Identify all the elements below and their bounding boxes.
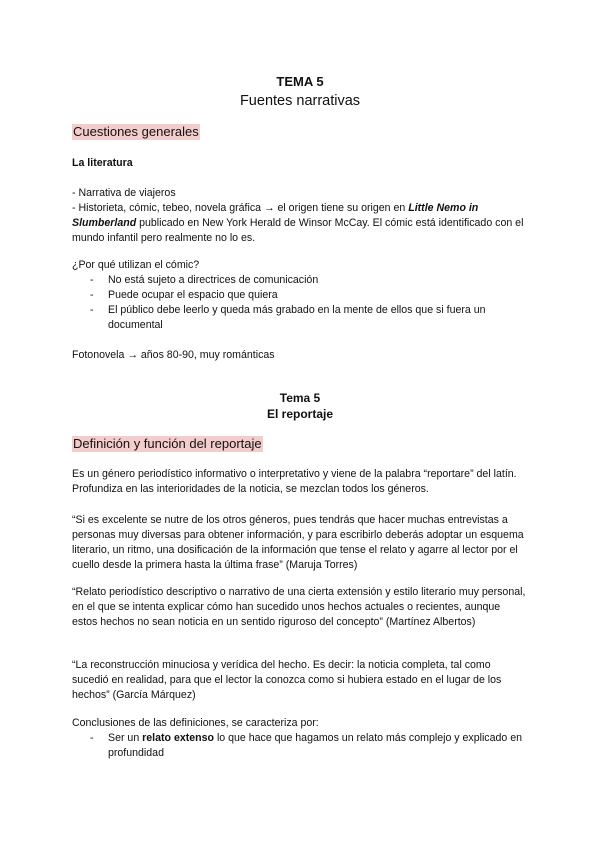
- subheading-literatura: La literatura: [72, 157, 133, 169]
- page-title: TEMA 5: [276, 74, 324, 89]
- text-line: - Narrativa de viajeros: [72, 187, 176, 199]
- emphasis: relato extenso: [142, 732, 214, 744]
- question-text: ¿Por qué utilizan el cómic?: [72, 259, 200, 271]
- conclusions-text: Conclusiones de las definiciones, se caracteriza por:: [72, 717, 319, 729]
- list-item: - El público debe leerlo y queda más grabado en la mente de ellos que si fuera un documental: [72, 303, 528, 333]
- highlighted-heading: Cuestiones generales: [73, 124, 199, 139]
- paragraph-intro: Es un género periodístico informativo o interpretativo y viene de la palabra “reportare” del latín. Profundiza en las interioridades de la noticia, se mezclan todos los géneros.: [72, 468, 517, 495]
- conclusions-list: [72, 731, 528, 761]
- page-subtitle: Fuentes narrativas: [239, 93, 361, 109]
- quote-martinez-albertos: “Relato periodístico descriptivo o narrativo de una cierta extensión y estilo literario muy personal, en el que se intenta explicar cómo han sucedido unos hechos actuales o recientes, aunque estos hechos no sean noticia en un sentido riguroso del concepto” (Martínez Albertos): [72, 586, 526, 628]
- fotonovela-line: Fotonovela → años 80-90, muy románticas: [72, 349, 275, 361]
- section2-subtitle: El reportaje: [266, 407, 334, 421]
- paragraph-narrativa: [72, 186, 528, 246]
- section2-title: Tema 5: [279, 391, 321, 405]
- section-heading-general: [72, 124, 528, 141]
- text-line: - Historieta, cómic, tebeo, novela gráfica → el origen tiene su origen en Little Nemo in Slumberland publicado en New York Herald de Winsor McCay. El cómic está identificado con el mundo infantil pero realmente no lo es.: [72, 202, 524, 244]
- highlighted-heading: Definición y función del reportaje: [73, 436, 262, 451]
- quote-maruja-torres: “Si es excelente se nutre de los otros géneros, pues tendrás que hacer muchas entrevistas a personas muy diversas para obtener información, y para escribirlo deberás adoptar un esquema literario, un ritmo, una dosificación de la información que tense el relato y agarre al lector por el cuello desde la primera hasta la última frase” (Maruja Torres): [72, 514, 524, 571]
- question-block: [72, 258, 528, 333]
- quote-garcia-marquez: “La reconstrucción minuciosa y verídica del hecho. Es decir: la noticia completa, tal como sucedió en realidad, para que el lector la conozca como si hubiera estado en el lugar de los hechos” (García Márquez): [72, 659, 502, 701]
- section-heading-definicion: [72, 436, 528, 453]
- work-title: Little Nemo in Slumberland: [72, 202, 479, 229]
- list-item: - Puede ocupar el espacio que quiera: [72, 288, 528, 303]
- list-item: - Ser un relato extenso lo que hace que hagamos un relato más complejo y explicado en profundidad: [72, 731, 528, 761]
- conclusions-block: [72, 716, 528, 761]
- reasons-list: [72, 273, 528, 333]
- list-item: - No está sujeto a directrices de comunicación: [72, 273, 528, 288]
